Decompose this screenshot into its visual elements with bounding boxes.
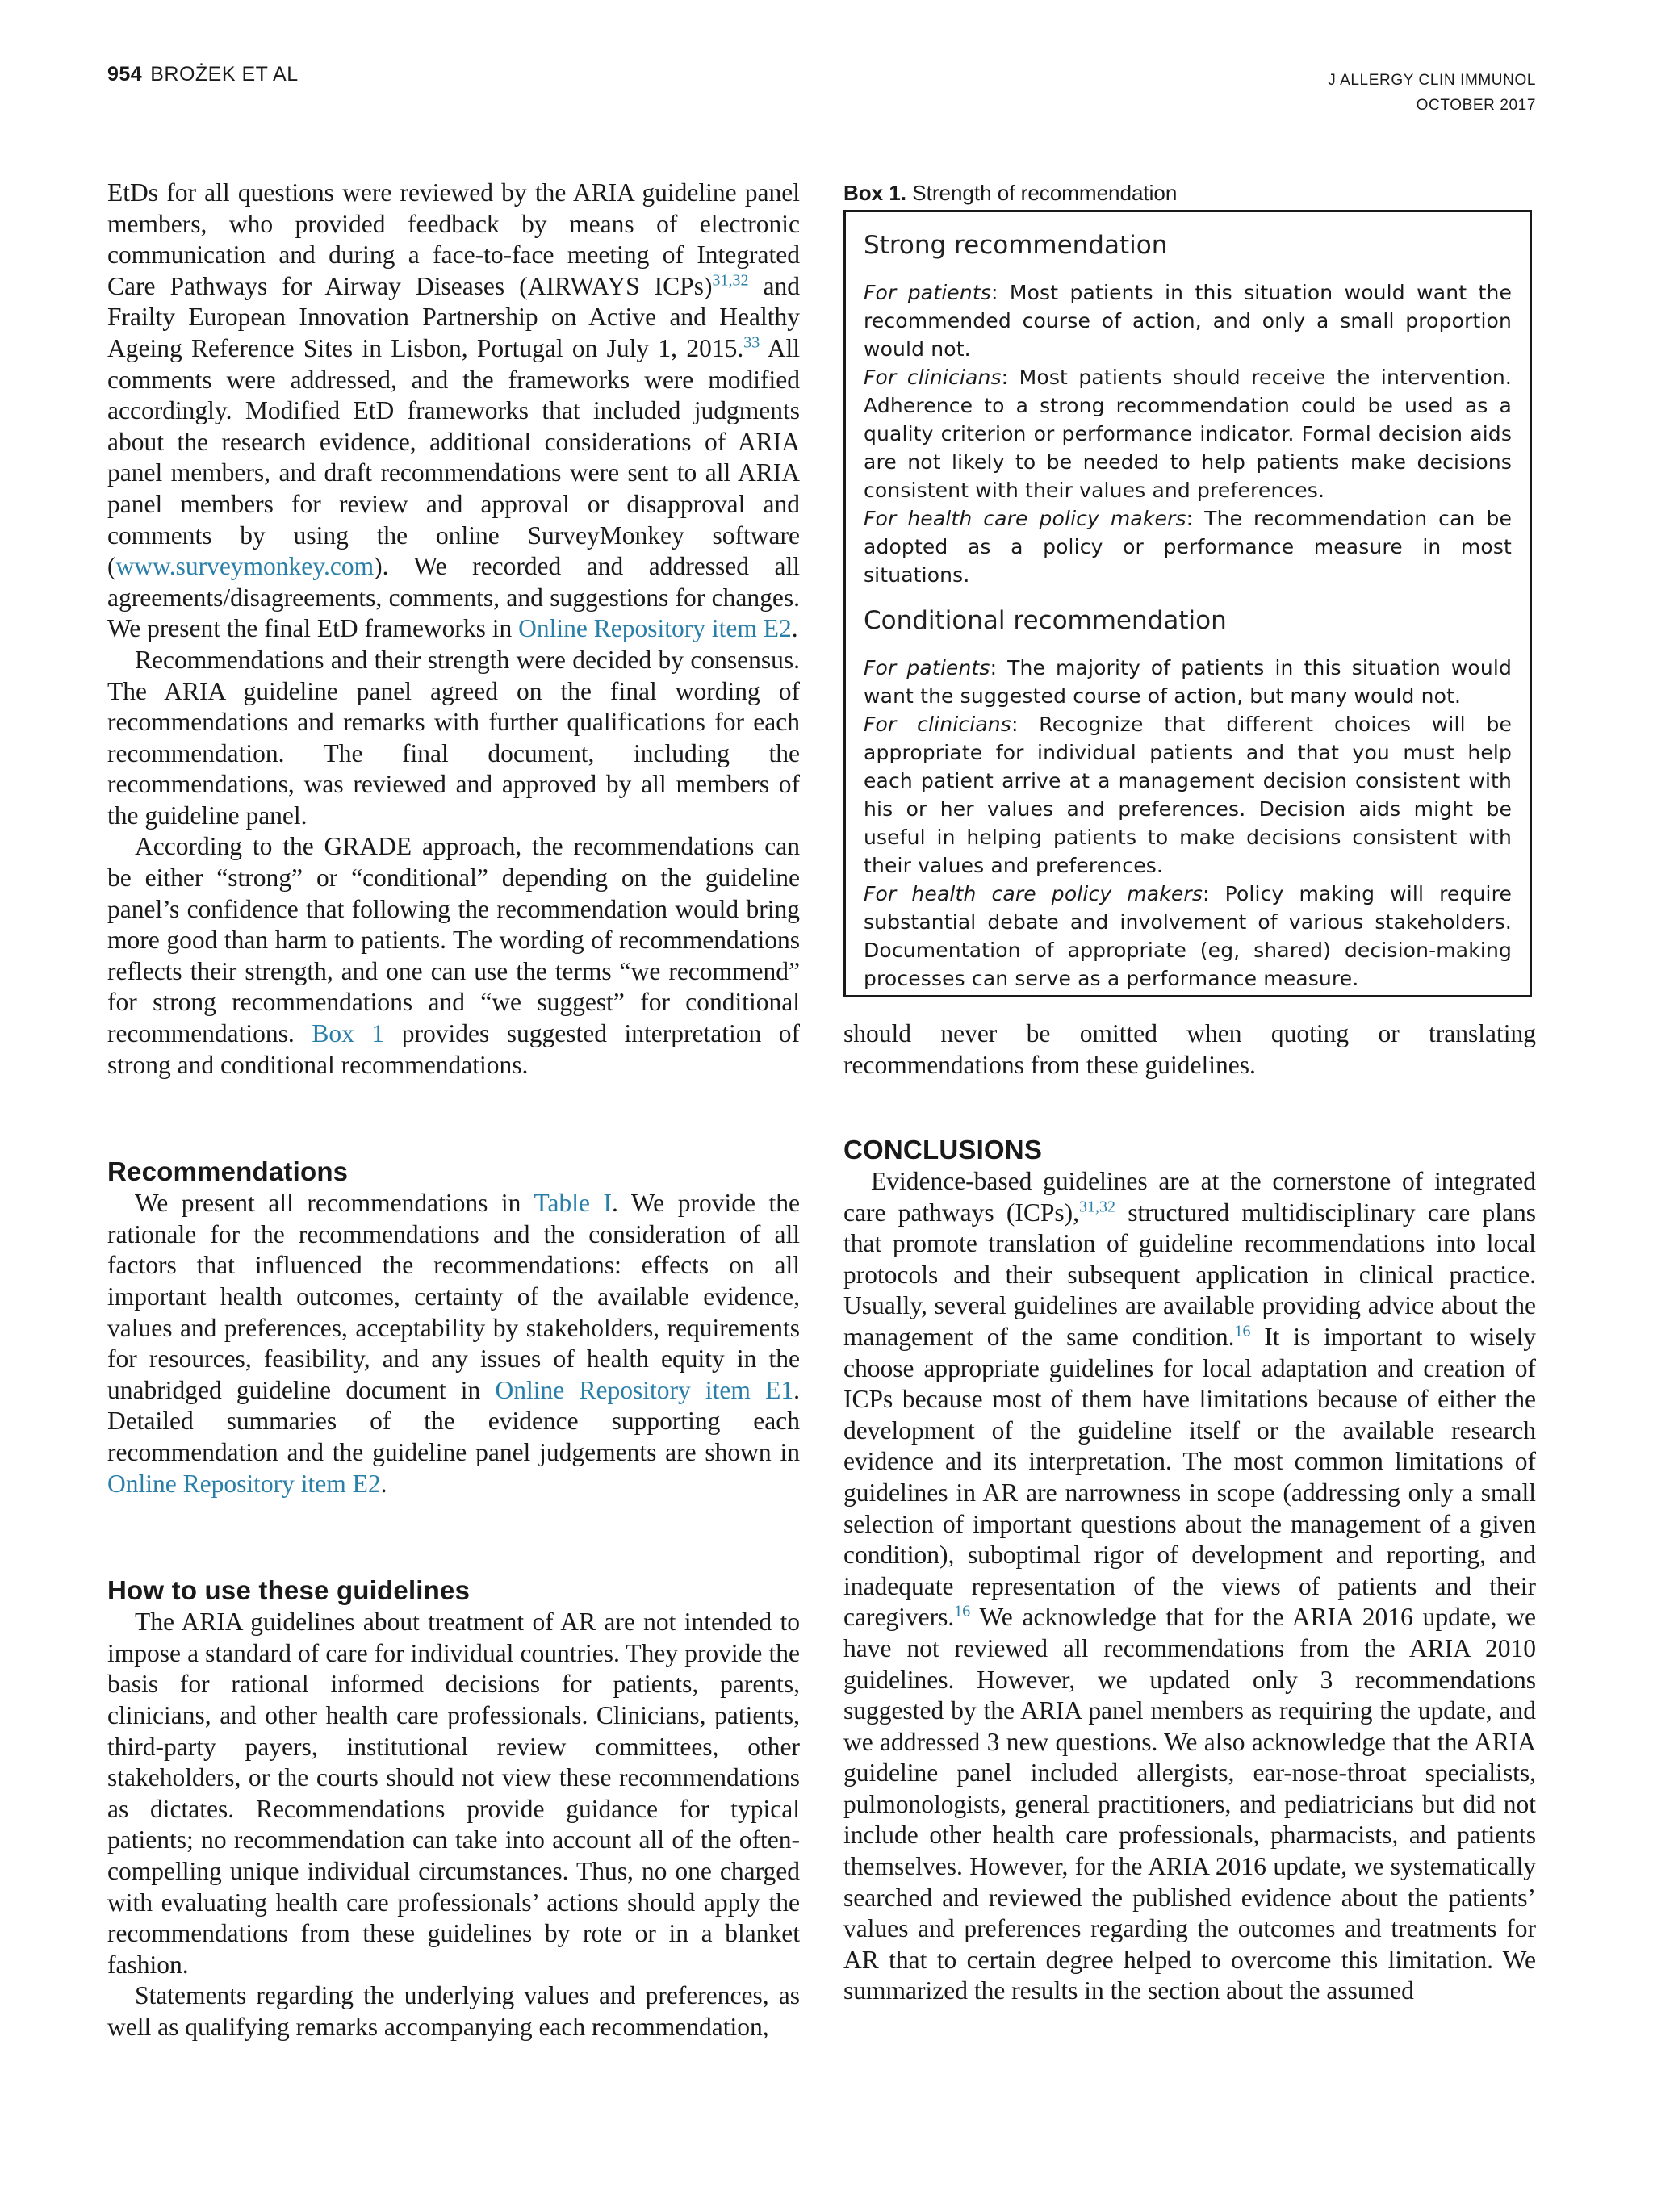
paragraph-etd-review: EtDs for all questions were reviewed by the ARIA guideline panel members, who provided feedback by means of electronic communication and during a face-to-face meeting of Integrated Care Pathways for Airway Diseases (AIRWAYS ICPs)$^{31,32}$ and Frailty European Innovation Partnership on Active and Healthy Ageing Reference Sites in Lisbon, Portugal on July 1, 2015.33 All comments were addressed, and the frameworks were modified accordingly. Modified EtD frameworks that included judgments about the research evidence, additional considerations of ARIA panel members, and draft recommendations were sent to all ARIA panel members for review and approval or disapproval and comments by using the online SurveyMonkey software (www.surveymonkey.com). We recorded and addressed all agreements/disagreements, comments, and suggestions for changes. We present the final EtD frameworks in Online Repository item E2.	[107, 178, 801, 643]
running-authors: BROŻEK ET AL	[150, 63, 299, 86]
right-column-continuation	[843, 1018, 1536, 1081]
issue-date: OCTOBER 2017	[1416, 97, 1536, 114]
box-heading-strong: Strong recommendation	[864, 231, 1168, 260]
citation-link[interactable]: 33	[743, 333, 760, 352]
surveymonkey-link[interactable]: www.surveymonkey.com	[115, 552, 375, 581]
citation-link[interactable]: 31,32	[712, 271, 749, 290]
paragraph-continuation: should never be omitted when quoting or translating recommendations from these guidelines.	[843, 1019, 1536, 1079]
box-conditional-patients: For patients: The majority of patients in this situation would want the suggested course of action, but many would not.	[864, 656, 1512, 708]
citation-link[interactable]: 31,32	[1078, 1198, 1115, 1216]
paragraph-grade: According to the GRADE approach, the recommendations can be either “strong” or “conditional” depending on the guideline panel’s confidence that following the recommendation would bring more good than harm to patients. The wording of recommendations reflects their strength, and one can use the terms “we recommend” for strong recommendations and “we suggest” for conditional recommendations. Box 1 provides suggested interpretation of strong and conditional recommendations.	[107, 832, 800, 1079]
section-heading-conclusions: CONCLUSIONS	[843, 1135, 1043, 1165]
strength-of-recommendation-box	[843, 210, 1532, 997]
online-repository-e1-link[interactable]: Online Repository item E1	[495, 1375, 794, 1404]
box-label: Box 1.	[843, 181, 907, 205]
journal-name: J ALLERGY CLIN IMMUNOL	[1328, 72, 1536, 89]
table-i-link[interactable]: Table I	[534, 1189, 613, 1218]
page-number: 954	[107, 63, 143, 86]
online-repository-e2-link[interactable]: Online Repository item E2	[107, 1469, 381, 1498]
paragraph-how-to-use: The ARIA guidelines about treatment of AR are not intended to impose a standard of care for individual countries. They provide the basis for rational informed decisions for patients, parents, clinicians, and other health care professionals. Clinicians, patients, third-party payers, institutional review committees, other stakeholders, or the courts should not view these recommendations as dictates. Recommendations provide guidance for typical patients; no recommendation can take into account all of the often-compelling unique individual circumstances. Thus, no one charged with evaluating health care professionals’ actions should apply the recommendations from these guidelines by rote or in a blanket fashion.	[107, 1608, 800, 1979]
box-conditional-clinicians: For clinicians: Recognize that different choices will be appropriate for individual patients and that you must help each patient arrive at a management decision consistent with his or her values and preferences. Decision aids might be useful in helping patients to make decisions consistent with their values and preferences.	[864, 713, 1512, 877]
running-header-left	[107, 63, 299, 86]
paragraph-statements: Statements regarding the underlying values and preferences, as well as qualifying remarks accompanying each recommendation,	[107, 1981, 800, 2041]
citation-link[interactable]: 16	[954, 1602, 971, 1620]
left-column	[107, 178, 800, 2043]
box-caption	[843, 179, 1177, 207]
box-strong-patients: For patients: Most patients in this situation would want the recommended course of action, and only a small proportion would not.	[864, 281, 1512, 361]
running-header-right	[1328, 68, 1536, 118]
paragraph-consensus: Recommendations and their strength were decided by consensus. The ARIA guideline panel agreed on the final wording of recommendations and remarks with further qualifications for each recommendation. The final document, including the recommendations, was reviewed and approved by all members of the guideline panel.	[107, 645, 800, 830]
right-column-conclusions	[843, 1134, 1536, 2007]
section-heading-how-to-use: How to use these guidelines	[107, 1575, 471, 1606]
box-title: Strength of recommendation	[906, 181, 1178, 205]
paragraph-conclusions: Evidence-based guidelines are at the cornerstone of integrated care pathways (ICPs),$^{31,32}$ structured multidisciplinary care plans that promote translation of guideline recommendations into local protocols and their subsequent application in clinical practice. Usually, several guidelines are available providing advice about the management of the same condition.$^{16}$ It is important to wisely choose appropriate guidelines for local adaptation and creation of ICPs because most of them have limitations because of either the development of the guideline itself or the available research evidence and its interpretation. The most common limitations of guidelines in AR are narrowness in scope (addressing only a small selection of important questions about the management of a given condition), suboptimal rigor of development and reporting, and inadequate representation of the views of patients and their caregivers.$^{16}$ We acknowledge that for the ARIA 2016 update, we have not reviewed all recommendations from the ARIA 2010 guidelines. However, we updated only 3 recommendations suggested by the ARIA panel members as requiring the update, and we addressed 3 new questions. We also acknowledge that the ARIA guideline panel included allergists, ear-nose-throat specialists, pulmonologists, general practitioners, and pediatricians but did not include other health care professionals, pharmacists, and patients themselves. However, for the ARIA 2016 update, we systematically searched and reviewed the published evidence about the patients’ values and preferences regarding the outcomes and treatments for AR that to certain degree helped to overcome this limitation. We summarized the results in the section about the assumed	[843, 1167, 1536, 2005]
box-1-link[interactable]: Box 1	[312, 1019, 385, 1048]
box-strong-policy: For health care policy makers: The recommendation can be adopted as a policy or performance measure in most situations.	[864, 507, 1512, 587]
section-heading-recommendations: Recommendations	[107, 1156, 349, 1187]
online-repository-e2-link[interactable]: Online Repository item E2	[518, 614, 792, 643]
box-heading-conditional: Conditional recommendation	[864, 606, 1227, 635]
citation-link[interactable]: 16	[1234, 1322, 1251, 1340]
box-conditional-policy: For health care policy makers: Policy making will require substantial debate and involvement of various stakeholders. Documentation of appropriate (eg, shared) decision-making processes can serve as a performance measure.	[864, 882, 1512, 990]
paragraph-recommendations: We present all recommendations in Table I. We provide the rationale for the recommendations and the consideration of all factors that influenced the recommendations: effects on all important health outcomes, certainty of the available evidence, values and preferences, acceptability by stakeholders, requirements for resources, feasibility, and any issues of health equity in the unabridged guideline document in Online Repository item E1. Detailed summaries of the evidence supporting each recommendation and the guideline panel judgements are shown in Online Repository item E2.	[107, 1189, 801, 1498]
box-strong-clinicians: For clinicians: Most patients should receive the intervention. Adherence to a strong recommendation could be used as a quality criterion or performance indicator. Formal decision aids are not likely to be needed to help patients make decisions consistent with their values and preferences.	[864, 366, 1512, 502]
